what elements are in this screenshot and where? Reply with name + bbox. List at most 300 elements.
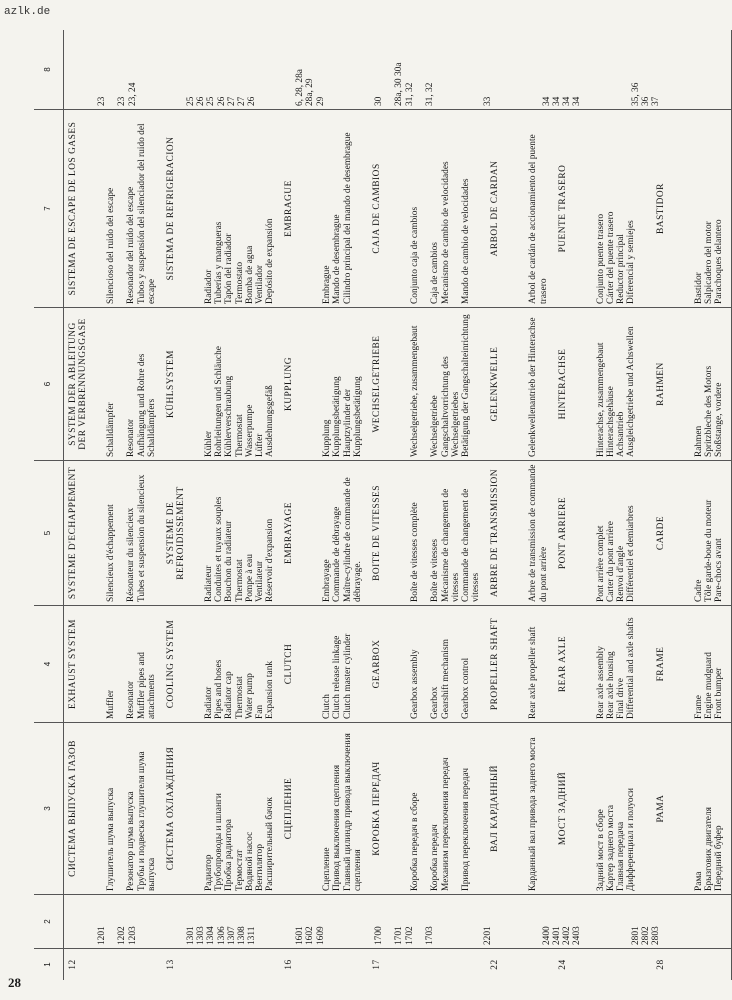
column-russian (64, 723, 731, 895)
group-title-en: GEARBOX (372, 639, 383, 689)
part-name-es: Termostato (234, 261, 245, 304)
col-header-4: 4 (34, 606, 63, 723)
part-name-en: Clutch (322, 694, 333, 719)
part-name-de: Kühlerverschraubung (224, 375, 235, 457)
part-name-fr: Tubes et suspension du silencieux (136, 474, 147, 602)
part-name-fr: Maître-cylindre de commande de débrayage. (342, 477, 363, 602)
figure-ref: 33 (483, 96, 494, 106)
spacer (255, 952, 265, 977)
part-name-de: Resonator (126, 418, 137, 457)
spacer (157, 609, 163, 719)
group-title-ru: ВАЛ КАРДАННЫЙ (490, 765, 501, 852)
part-name-ru: Расширительный бачок (265, 797, 276, 891)
part-name-ru: Коробка передач в сборе (410, 792, 421, 891)
spacer (157, 952, 163, 977)
spacer (461, 952, 481, 977)
part-code: 1702 (404, 926, 415, 945)
group-number: 13 (165, 959, 176, 970)
group-title-es: BASTIDOR (655, 183, 666, 234)
spacer (275, 464, 281, 602)
part-code: 2402 (562, 926, 573, 945)
col-header-2: 2 (34, 895, 63, 949)
part-name-de: Spritzbleche des Motors (703, 365, 714, 457)
figure-ref: 29 (315, 96, 326, 106)
spacer (65, 898, 97, 945)
group-title-fr: SYSTEME D'ECHAPPEMENT (68, 466, 78, 600)
part-name-de: Kühler (203, 430, 214, 457)
part-name-en: Gearbox (430, 686, 441, 719)
column-part-code (64, 895, 731, 949)
part-name-ru: Пробка радиатора (224, 819, 235, 891)
figure-ref: 27 (226, 96, 237, 106)
spacer (275, 952, 281, 977)
spacer (126, 952, 136, 977)
figure-ref: 31, 32 (425, 82, 436, 106)
spacer (363, 952, 369, 977)
part-name-fr: Pare-chocs avant (714, 538, 725, 602)
part-name-ru: Брызговик двигателя (703, 807, 714, 891)
group-title-en: FRAME (655, 646, 666, 682)
figure-ref: 35, 36 (630, 82, 641, 106)
column-english (64, 606, 731, 723)
part-name-en: Muffler (106, 690, 116, 719)
part-name-fr: Pompe à eau (244, 554, 255, 602)
group-title-fr: PONT ARRIERE (557, 496, 568, 570)
spacer (616, 952, 626, 977)
part-name-ru: Глушитель шума выпуска (106, 787, 116, 891)
part-name-de: Gangschaltvorrichtung des Wechselgetriebes (440, 356, 461, 457)
figure-ref: 34 (551, 96, 562, 106)
group-title-de: WECHSELGETRIEBE (372, 335, 383, 433)
column-figure-number (64, 30, 731, 110)
part-name-es: Tubos y suspensión del silenciador del ruido del escape (136, 123, 157, 304)
group-title-fr: ARBRE DE TRANSMISSION (490, 468, 501, 598)
part-code: 1311 (247, 926, 258, 945)
spacer (154, 33, 186, 106)
part-name-es: Conjunto puente trasero (595, 213, 606, 304)
group-title-de: HINTERACHSE (557, 348, 568, 420)
part-name-en: Radiator cap (224, 671, 235, 719)
part-code: 1304 (206, 926, 217, 945)
group-title-de: SYSTEM DER ABLEITUNG DER VERBRENNUNGSGASE (68, 318, 89, 450)
spacer (647, 113, 653, 304)
part-code: 2400 (541, 926, 552, 945)
part-name-es: Silencioso del ruido del escape (106, 187, 116, 304)
col-header-5: 5 (34, 461, 63, 606)
part-name-de: Aufhängung und Rohre des Schalldämpfers (136, 353, 157, 457)
col-header-6: 6 (34, 308, 63, 461)
site-watermark: azlk.de (4, 6, 51, 18)
part-code: 2803 (651, 926, 662, 945)
part-name-de: Stoßstange, vordere (714, 382, 725, 457)
col-header-1: 1 (43, 962, 53, 967)
figure-ref: 34 (541, 96, 552, 106)
part-name-en: Pipes and hoses (214, 659, 225, 719)
part-code: 1700 (374, 926, 385, 945)
part-name-de: Gelenkwellenantrieb der Hinterachse (528, 317, 539, 457)
column-group-number (64, 949, 731, 980)
spacer (332, 952, 342, 977)
part-name-es: Parachoques delantero (714, 219, 725, 304)
part-name-fr: Thermostat (234, 559, 245, 602)
part-name-de: Wasserpumpe (244, 404, 255, 457)
part-code: 2401 (551, 926, 562, 945)
spacer (510, 33, 542, 106)
group-title-ru: РАМА (655, 794, 666, 823)
column-german (64, 308, 731, 461)
part-name-en: Muffler pipes and attachments (136, 652, 157, 719)
spacer (154, 898, 186, 945)
group-title-es: PUENTE TRASERO (557, 164, 568, 253)
part-name-de: Thermostat (234, 414, 245, 457)
figure-ref: 28a, 30 30a (394, 62, 405, 106)
part-name-es: Diferencial y semiejes (626, 220, 637, 304)
parts-table-frame (34, 30, 725, 980)
page-number: 28 (8, 975, 21, 990)
spacer (599, 33, 631, 106)
group-title-ru: СИСТЕМА ОХЛАЖДЕНИЯ (165, 746, 176, 871)
part-name-fr: Radiateur (203, 565, 214, 602)
spacer (606, 952, 616, 977)
spacer (363, 609, 369, 719)
group-title-en: CLUTCH (284, 643, 295, 685)
spacer (410, 952, 430, 977)
part-name-de: Rahmen (693, 425, 704, 457)
part-name-fr: Boîte de vitesses (430, 538, 441, 602)
figure-ref: 28a, 29 (305, 78, 316, 106)
group-title-en: PROPELLER SHAFT (490, 617, 501, 711)
spacer (157, 113, 163, 304)
spacer (481, 113, 487, 304)
figure-ref: 37 (651, 96, 662, 106)
spacer (481, 609, 487, 719)
part-name-es: Conjunto caja de cambios (410, 206, 421, 304)
figure-ref: 6, 28, 28a (295, 69, 306, 106)
part-name-fr: Bouchon du radiateur (224, 520, 235, 602)
part-name-de: Achsantrieb (616, 411, 627, 457)
part-name-en: Gearbox assembly (410, 649, 421, 719)
spacer (430, 952, 440, 977)
part-name-de: Hinterachse, zusammengebaut (595, 342, 606, 457)
col-header-8: 8 (34, 30, 63, 110)
table-header (34, 30, 64, 980)
part-name-de: Wechselgetriebe, zusammengebaut (410, 325, 421, 457)
part-code: 1202 (117, 926, 128, 945)
group-title-ru: КОРОБКА ПЕРЕДАЧ (372, 761, 383, 856)
part-name-ru: Трубопроводы и шланги (214, 793, 225, 891)
figure-ref: 30 (374, 96, 385, 106)
part-name-fr: Renvoi d'angle (616, 545, 627, 602)
group-number: 16 (284, 959, 295, 970)
part-name-de: Kupplungsbetätigung (332, 376, 343, 457)
part-name-es: Tuberías y mangueras (214, 221, 225, 304)
spacer (647, 952, 653, 977)
group-title-ru: СИСТЕМА ВЫПУСКА ГАЗОВ (68, 740, 78, 877)
spacer (549, 311, 555, 457)
part-name-fr: Réservoir d'expansion (265, 518, 276, 602)
spacer (647, 464, 653, 602)
part-name-es: Cárter del puente trasero (605, 211, 616, 304)
spacer (363, 113, 369, 304)
spacer (265, 952, 275, 977)
group-title-de: KÜHLSYSTEM (165, 349, 176, 419)
spacer (322, 952, 332, 977)
part-name-de: Kupplung (322, 419, 333, 457)
group-title-es: SISTEMA DE ESCAPE DE LOS GASES (68, 121, 78, 296)
part-name-ru: Термостат (234, 849, 245, 891)
spacer (481, 464, 487, 602)
part-name-en: Differential and axle shafts (626, 617, 637, 719)
part-name-es: Depósito de expansión (265, 218, 276, 304)
part-code: 2403 (572, 926, 583, 945)
part-code: 1601 (295, 926, 306, 945)
spacer (647, 726, 653, 891)
spacer (549, 464, 555, 602)
figure-ref: 25 (206, 96, 217, 106)
part-name-en: Fan (254, 704, 265, 719)
part-name-en: Gearshift mechanism (440, 639, 451, 719)
part-name-en: Front bumper (714, 667, 725, 719)
part-name-de: Rohrleitungen und Schläuche (214, 346, 225, 457)
spacer (224, 952, 234, 977)
spacer (724, 952, 730, 977)
group-number: 22 (490, 959, 501, 970)
part-name-fr: Tôle garde-boue du moteur (703, 499, 714, 602)
spacer (481, 311, 487, 457)
spacer (204, 952, 214, 977)
part-name-de: Wechselgetriebe (430, 395, 441, 457)
part-name-ru: Коробка передач (430, 824, 441, 891)
group-title-en: EXHAUST SYSTEM (68, 619, 78, 709)
group-title-es: SISTEMA DE REFRIGERACION (165, 136, 176, 281)
spacer (363, 726, 369, 891)
spacer (549, 113, 555, 304)
spacer (647, 609, 653, 719)
spacer (245, 952, 255, 977)
part-name-ru: Вентилятор (254, 844, 265, 891)
spacer (157, 464, 163, 602)
spacer (724, 311, 730, 457)
spacer (724, 113, 730, 304)
figure-ref: 34 (572, 96, 583, 106)
figure-ref: 25 (185, 96, 196, 106)
part-name-ru: Главная передача (616, 821, 627, 891)
part-name-de: Hinterachsgehäuse (605, 386, 616, 457)
part-name-en: Frame (693, 695, 704, 719)
group-title-de: GELENKWELLE (490, 346, 501, 422)
figure-ref: 26 (216, 96, 227, 106)
spacer (137, 952, 157, 977)
group-title-fr: EMBRAYAGE (284, 502, 295, 564)
part-name-fr: Cadre (693, 579, 704, 602)
parts-table (34, 30, 725, 980)
part-name-es: Mando de desembrague (332, 214, 343, 304)
part-name-es: Ventilador (254, 264, 265, 304)
spacer (342, 33, 374, 106)
part-name-fr: Silencieux d'échappement (106, 504, 116, 602)
part-name-es: Reductor principal (616, 233, 627, 304)
part-code: 2801 (630, 926, 641, 945)
spacer (661, 898, 667, 945)
spacer (724, 464, 730, 602)
part-name-es: Tapón del radiador (224, 233, 235, 304)
spacer (263, 898, 295, 945)
group-number: 24 (557, 959, 568, 970)
part-name-fr: Embrayage (322, 559, 333, 602)
col-header-3: 3 (34, 723, 63, 895)
part-name-fr: Boîte de vitesses complète (410, 502, 421, 602)
part-name-ru: Механизм переключения передач (440, 757, 451, 891)
spacer (549, 726, 555, 891)
group-title-ru: МОСТ ЗАДНИЙ (557, 771, 568, 846)
spacer (275, 113, 281, 304)
part-code: 1308 (236, 926, 247, 945)
spacer (549, 609, 555, 719)
spacer (275, 726, 281, 891)
part-name-es: Caja de cambios (430, 242, 441, 304)
part-name-ru: Резонатор шума выпуска (126, 791, 137, 891)
part-name-es: Bastidor (693, 272, 704, 304)
part-name-fr: Ventilateur (254, 560, 265, 602)
part-name-de: Ausgleichgetriebe und Achswellen (626, 326, 637, 457)
group-title-ru: СЦЕПЛЕНИЕ (284, 777, 295, 840)
part-name-en: Final drive (616, 678, 627, 719)
spacer (451, 33, 483, 106)
group-number: 28 (655, 959, 666, 970)
part-name-es: Bomba de agua (244, 245, 255, 304)
figure-ref: 26 (247, 96, 258, 106)
spacer (596, 952, 606, 977)
part-code: 1301 (185, 926, 196, 945)
group-title-es: ARBOL DE CARDAN (490, 160, 501, 257)
part-name-es: Cilindro principal del mando de desembrague (342, 132, 353, 304)
figure-ref: 27 (236, 96, 247, 106)
spacer (363, 464, 369, 602)
part-name-en: Clutch master cylinder (342, 633, 353, 719)
part-code: 1203 (127, 926, 138, 945)
group-title-fr: CARDE (655, 515, 666, 551)
part-name-ru: Главный цилиндр привода выключения сцепления (342, 733, 363, 891)
part-name-en: Gearbox control (461, 657, 472, 719)
spacer (694, 952, 704, 977)
spacer (626, 952, 646, 977)
part-code: 1201 (97, 926, 107, 945)
spacer (714, 952, 724, 977)
part-code: 2802 (640, 926, 651, 945)
group-title-de: RAHMEN (655, 362, 666, 406)
spacer (510, 898, 542, 945)
part-name-es: Resonador del ruido del escape (126, 186, 137, 304)
spacer (451, 898, 483, 945)
spacer (106, 952, 126, 977)
part-name-en: Water pump (244, 673, 255, 719)
part-name-ru: Рама (693, 871, 704, 891)
spacer (65, 33, 97, 106)
col-header-7: 7 (34, 110, 63, 308)
part-name-en: Rear axle housing (605, 651, 616, 719)
part-name-fr: Commande de changement de vitesses (461, 488, 482, 602)
part-name-ru: Привод выключения сцепления (332, 764, 343, 891)
spacer (704, 952, 714, 977)
part-name-es: Embrague (322, 265, 333, 304)
spacer (481, 952, 487, 977)
spacer (481, 726, 487, 891)
spacer (343, 952, 363, 977)
part-code: 1303 (196, 926, 207, 945)
part-name-en: Resonator (126, 680, 137, 719)
spacer (275, 609, 281, 719)
group-title-en: REAR AXLE (557, 635, 568, 693)
part-name-es: Mecanismo de cambio de velocidades (440, 161, 451, 304)
spacer (724, 726, 730, 891)
group-title-es: EMBRAGUE (284, 180, 295, 237)
column-spanish (64, 110, 731, 308)
figure-ref: 23, 24 (127, 82, 138, 106)
part-code: 1703 (425, 926, 436, 945)
spacer (528, 952, 548, 977)
part-code: 1307 (226, 926, 237, 945)
part-name-ru: Радиатор (203, 854, 214, 891)
spacer (549, 952, 555, 977)
part-code: 1609 (315, 926, 326, 945)
spacer (263, 33, 295, 106)
figure-ref: 34 (562, 96, 573, 106)
part-name-es: Arbol de cardán de accionamiento del puente trasero (528, 134, 549, 304)
part-name-en: Thermostat (234, 676, 245, 719)
part-name-fr: Mécanisme de changement de vitesses (440, 488, 461, 602)
spacer (157, 726, 163, 891)
part-name-es: Radiador (203, 269, 214, 304)
part-name-en: Rear axle assembly (595, 646, 606, 719)
part-code: 1602 (305, 926, 316, 945)
spacer (157, 311, 163, 457)
part-name-fr: Arbre de transmission de commande du pont arrière (528, 464, 549, 602)
part-code: 1701 (394, 926, 405, 945)
part-code: 2201 (483, 926, 494, 945)
group-title-en: COOLING SYSTEM (165, 619, 176, 709)
part-name-de: Betätigung der Gangschalteinrichtung (461, 314, 472, 457)
group-number: 17 (372, 959, 383, 970)
part-name-fr: Différentiel et demiarbres (626, 505, 637, 602)
column-french (64, 461, 731, 606)
part-name-ru: Дифференциал и полуоси (626, 787, 637, 891)
part-name-en: Rear axle propeller shaft (528, 626, 539, 719)
part-name-en: Clutch release linkage (332, 635, 343, 719)
spacer (724, 609, 730, 719)
figure-ref: 26 (196, 96, 207, 106)
part-name-fr: Carter du pont arrière (605, 521, 616, 602)
spacer (235, 952, 245, 977)
spacer (214, 952, 224, 977)
spacer (647, 311, 653, 457)
part-name-de: Schalldämpfer (106, 402, 116, 457)
part-name-en: Engine mudguard (703, 652, 714, 719)
part-name-fr: Résonateur du silencieux (126, 507, 137, 602)
part-name-de: Hauptzylinder der Kupplungsbetätigung (342, 376, 363, 457)
part-name-de: Lüfter (254, 433, 265, 457)
part-code: 1306 (216, 926, 227, 945)
part-name-ru: Трубы и подвеска глушителя шума выпуска (136, 751, 157, 891)
part-name-ru: Водяной насос (244, 831, 255, 891)
part-name-ru: Карданный вал привода заднего моста (528, 737, 539, 891)
part-name-es: Salpicadero del motor (703, 221, 714, 304)
group-title-fr: SYSTEME DE REFROIDISSEMENT (165, 486, 187, 580)
figure-ref: 23 (97, 96, 107, 106)
group-number: 12 (68, 959, 78, 970)
group-title-es: CAJA DE CAMBIOS (372, 163, 383, 254)
part-name-ru: Сцепление (322, 847, 333, 891)
figure-ref: 31, 32 (404, 82, 415, 106)
